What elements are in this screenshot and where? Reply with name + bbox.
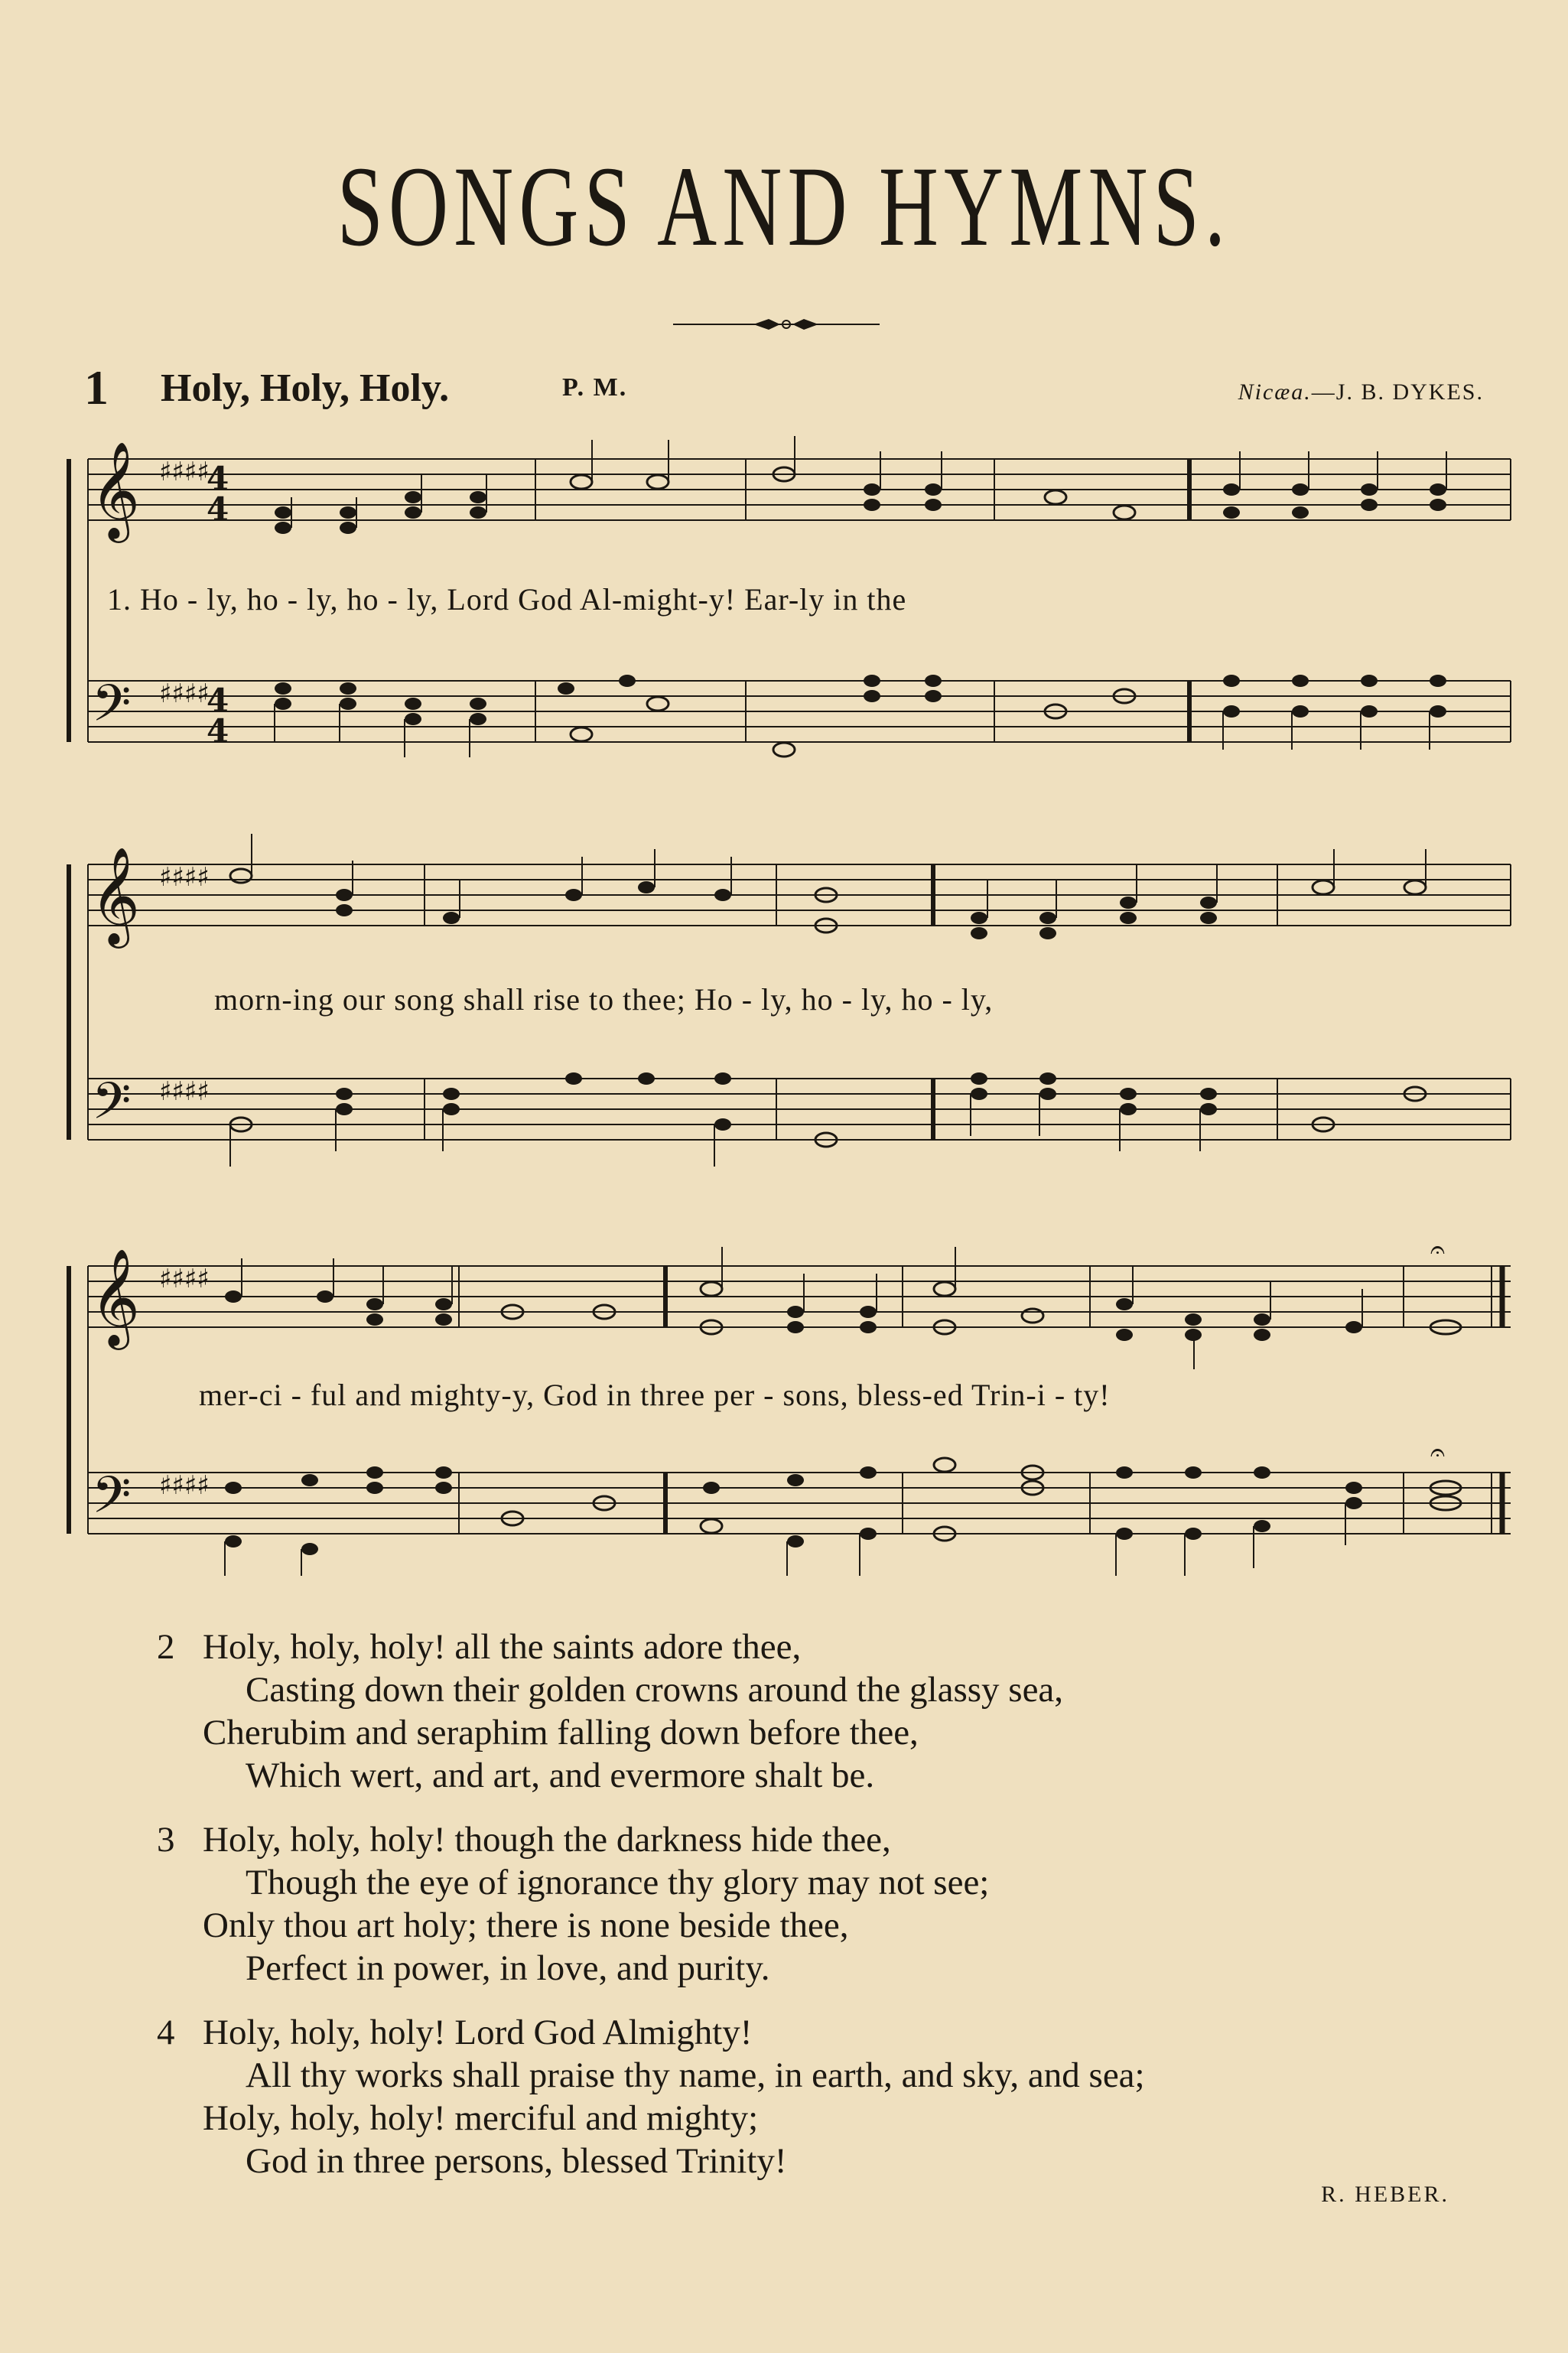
verse-2: 2 Holy, holy, holy! all the saints adore thee, Casting down their golden crowns around the glassy sea, Cherubim and seraphim falling down before thee, Which wert, and art, and evermore shalt be. <box>203 1626 1145 1797</box>
svg-text:𝄐: 𝄐 <box>1430 1235 1445 1265</box>
verse-3: 3 Holy, holy, holy! though the darkness hide thee, Though the eye of ignorance thy glory may not see; Only thou art holy; there is none beside thee, Perfect in power, in love, and purity. <box>203 1818 1145 1990</box>
svg-text:𝄞: 𝄞 <box>90 441 141 539</box>
hymn-header <box>84 360 1484 413</box>
hymn-title: Holy, Holy, Holy. <box>161 366 450 410</box>
composer-name: —J. B. DYKES. <box>1311 379 1484 405</box>
svg-text:4: 4 <box>207 490 229 528</box>
music-lyrics-line-3: mer-ci - ful and mighty-y, God in three per - sons, bless-ed Trin-i - ty! <box>199 1378 1111 1412</box>
svg-text:𝄞: 𝄞 <box>90 1248 141 1346</box>
svg-text:4: 4 <box>207 460 229 497</box>
music-lyrics-line-2: morn-ing our song shall rise to thee; Ho - ly, ho - ly, ho - ly, <box>214 982 994 1017</box>
svg-text:♯♯♯♯: ♯♯♯♯ <box>159 679 210 709</box>
verse-line: Holy, holy, holy! Lord God Almighty! <box>203 2013 753 2052</box>
svg-text:𝄢: 𝄢 <box>92 1466 132 1537</box>
tune-name: Nicæa. <box>1238 379 1312 405</box>
hymn-author: R. HEBER. <box>1321 2182 1449 2207</box>
svg-text:4: 4 <box>207 712 229 750</box>
svg-text:𝄢: 𝄢 <box>92 674 132 745</box>
svg-text:♯♯♯♯: ♯♯♯♯ <box>159 1470 210 1501</box>
verse-line: Holy, holy, holy! though the darkness hide thee, <box>203 1820 891 1860</box>
svg-text:♯♯♯♯: ♯♯♯♯ <box>159 862 210 893</box>
verse-line: Holy, holy, holy! merciful and mighty; <box>203 2098 759 2138</box>
verse-line: Casting down their golden crowns around the glassy sea, <box>246 1670 1064 1710</box>
svg-text:𝄐: 𝄐 <box>1430 1437 1445 1468</box>
music-lyrics-line-1: 1. Ho - ly, ho - ly, ho - ly, Lord God Al-might-y! Ear-ly in the <box>107 582 907 617</box>
verse-line: God in three persons, blessed Trinity! <box>246 2141 787 2181</box>
hymn-number: 1 <box>84 360 109 415</box>
svg-text:4: 4 <box>207 682 229 719</box>
composer-credit <box>1238 379 1484 405</box>
verses <box>157 1626 1145 2204</box>
verse-line: Which wert, and art, and evermore shalt be. <box>246 1756 875 1795</box>
hymn-meter: P. M. <box>562 373 628 402</box>
page-title: SONGS AND HYMNS. <box>337 143 1231 270</box>
svg-text:♯♯♯♯: ♯♯♯♯ <box>159 1264 210 1294</box>
verse-line: Only thou art holy; there is none beside thee, <box>203 1906 849 1945</box>
svg-text:♯♯♯♯: ♯♯♯♯ <box>159 1076 210 1107</box>
verse-line: Holy, holy, holy! all the saints adore thee, <box>203 1627 802 1667</box>
ornament-divider <box>673 315 880 334</box>
verse-4: 4 Holy, holy, holy! Lord God Almighty! All thy works shall praise thy name, in earth, and sky, and sea; Holy, holy, holy! merciful and mighty; God in three persons, blessed Trinity! <box>157 2013 1145 2181</box>
verse-line: Cherubim and seraphim falling down before thee, <box>203 1713 919 1753</box>
svg-text:♯♯♯♯: ♯♯♯♯ <box>159 457 210 487</box>
verse-line: Though the eye of ignorance thy glory may not see; <box>246 1863 990 1902</box>
svg-text:𝄞: 𝄞 <box>90 846 141 944</box>
svg-text:𝄢: 𝄢 <box>92 1072 132 1143</box>
verse-line: Perfect in power, in love, and purity. <box>246 1948 770 1988</box>
verse-line: All thy works shall praise thy name, in earth, and sky, and sea; <box>246 2055 1145 2095</box>
